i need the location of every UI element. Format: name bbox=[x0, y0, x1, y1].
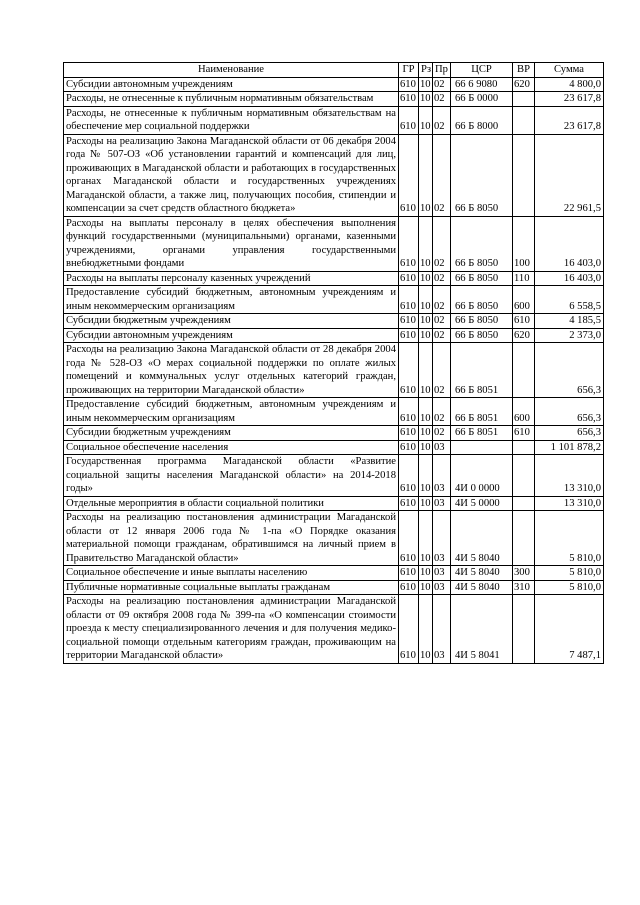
row-rz: 10 bbox=[420, 497, 431, 509]
row-rz: 10 bbox=[420, 315, 431, 326]
row-rz: 10 bbox=[419, 216, 433, 271]
row-pr: 02 bbox=[433, 398, 451, 426]
row-sum: 6 558,5 bbox=[535, 286, 604, 314]
row-rz: 10 bbox=[420, 93, 431, 104]
row-name: Расходы на реализацию Закона Магаданской области от 06 декабря 2004 года № 507-ОЗ «Об установлении гарантий и компенсаций для лиц, проживающих в Магаданской области и работающих в государственных органах Магаданской области и государственных учреждениях Магаданской области, а также лиц, получающих пособия, стипендии и компенсации за счет средств областного бюджета» bbox=[64, 134, 399, 216]
row-gr: 610 bbox=[399, 440, 419, 455]
table-row bbox=[64, 580, 604, 595]
header-sum: Сумма bbox=[535, 63, 604, 78]
row-pr: 03 bbox=[433, 455, 451, 497]
row-csr: 4И 5 8040 bbox=[451, 511, 513, 566]
table-row bbox=[64, 134, 604, 216]
row-name: Расходы, не отнесенные к публичным нормативным обязательствам на обеспечение мер социальной поддержки bbox=[64, 106, 399, 134]
row-rz: 10 bbox=[420, 272, 431, 284]
row-vr: 610 bbox=[513, 314, 535, 329]
header-csr: ЦСР bbox=[451, 63, 513, 78]
row-rz: 10 bbox=[419, 134, 433, 216]
row-gr: 610 bbox=[399, 455, 419, 497]
row-rz: 10 bbox=[419, 511, 433, 566]
row-gr: 610 bbox=[399, 286, 419, 314]
row-name: Предоставление субсидий бюджетным, автономным учреждениям и иным некоммерческим организациям bbox=[64, 398, 399, 426]
row-pr: 03 bbox=[433, 595, 451, 664]
row-gr: 610 bbox=[399, 343, 419, 398]
row-csr: 4И 5 0000 bbox=[451, 496, 513, 511]
header-pr: Пр bbox=[433, 63, 451, 78]
row-sum: 5 810,0 bbox=[535, 566, 604, 581]
row-rz: 10 bbox=[419, 343, 433, 398]
table-row bbox=[64, 328, 604, 343]
row-pr: 03 bbox=[433, 580, 451, 595]
row-name: Социальное обеспечение и иные выплаты населению bbox=[64, 566, 399, 581]
row-rz: 10 bbox=[420, 567, 431, 578]
row-name: Субсидии автономным учреждениям bbox=[64, 328, 399, 343]
row-csr: 66 Б 8050 bbox=[451, 286, 513, 314]
row-pr: 02 bbox=[433, 314, 451, 329]
row-sum: 7 487,1 bbox=[535, 595, 604, 664]
row-vr: 620 bbox=[513, 77, 535, 92]
row-name: Предоставление субсидий бюджетным, автономным учреждениям и иным некоммерческим организациям bbox=[64, 286, 399, 314]
table-body bbox=[64, 77, 604, 663]
row-vr bbox=[513, 511, 535, 566]
table-row bbox=[64, 271, 604, 286]
table-row bbox=[64, 106, 604, 134]
row-vr bbox=[513, 455, 535, 497]
row-sum: 5 810,0 bbox=[535, 580, 604, 595]
row-sum: 656,3 bbox=[535, 343, 604, 398]
table-row bbox=[64, 595, 604, 664]
table-row bbox=[64, 216, 604, 271]
table-row bbox=[64, 92, 604, 107]
row-pr: 02 bbox=[433, 271, 451, 286]
row-rz: 10 bbox=[419, 455, 433, 497]
row-gr: 610 bbox=[399, 271, 419, 286]
row-pr: 03 bbox=[433, 566, 451, 581]
row-pr: 02 bbox=[433, 426, 451, 441]
row-gr: 610 bbox=[399, 134, 419, 216]
row-rz: 10 bbox=[420, 329, 431, 341]
row-rz: 10 bbox=[419, 106, 433, 134]
header-vr: ВР bbox=[513, 63, 535, 78]
row-gr: 610 bbox=[399, 106, 419, 134]
row-sum: 13 310,0 bbox=[535, 496, 604, 511]
row-csr: 66 Б 8051 bbox=[451, 426, 513, 441]
row-name: Субсидии бюджетным учреждениям bbox=[64, 314, 399, 329]
row-vr bbox=[513, 106, 535, 134]
row-sum: 4 800,0 bbox=[535, 77, 604, 92]
row-rz: 10 bbox=[420, 427, 431, 438]
row-vr bbox=[513, 440, 535, 455]
row-pr: 02 bbox=[433, 216, 451, 271]
row-csr: 4И 5 8041 bbox=[451, 595, 513, 664]
table-row bbox=[64, 496, 604, 511]
row-name: Расходы на реализацию Закона Магаданской области от 28 декабря 2004 года № 528-ОЗ «О мерах социальной поддержки по оплате жилых помещений и коммунальных услуг отдельных категорий граждан, проживающих на территории Магаданской области» bbox=[64, 343, 399, 398]
row-pr: 03 bbox=[433, 496, 451, 511]
table-row bbox=[64, 440, 604, 455]
row-pr: 02 bbox=[433, 343, 451, 398]
row-csr: 66 Б 8051 bbox=[451, 398, 513, 426]
row-rz: 10 bbox=[419, 398, 433, 426]
row-csr: 66 Б 8050 bbox=[451, 216, 513, 271]
row-sum: 16 403,0 bbox=[535, 271, 604, 286]
table-row bbox=[64, 77, 604, 92]
budget-table bbox=[63, 62, 604, 664]
row-name: Расходы, не отнесенные к публичным нормативным обязательствам bbox=[64, 92, 399, 107]
row-gr: 610 bbox=[399, 566, 419, 581]
row-sum: 23 617,8 bbox=[535, 106, 604, 134]
row-vr bbox=[513, 92, 535, 107]
row-pr: 02 bbox=[433, 286, 451, 314]
table-row bbox=[64, 455, 604, 497]
row-name: Социальное обеспечение населения bbox=[64, 440, 399, 455]
row-sum: 2 373,0 bbox=[535, 328, 604, 343]
row-pr: 02 bbox=[433, 77, 451, 92]
row-csr: 66 Б 0000 bbox=[451, 92, 513, 107]
row-sum: 1 101 878,2 bbox=[535, 440, 604, 455]
row-vr: 110 bbox=[513, 271, 535, 286]
row-name: Публичные нормативные социальные выплаты гражданам bbox=[64, 580, 399, 595]
row-vr: 600 bbox=[513, 286, 535, 314]
row-pr: 02 bbox=[433, 328, 451, 343]
row-vr bbox=[513, 496, 535, 511]
table-header-row bbox=[64, 63, 604, 78]
row-rz: 10 bbox=[420, 441, 431, 453]
row-name: Расходы на выплаты персоналу в целях обеспечения выполнения функций государственными (муниципальными) органами, казенными учреждениями, органами управления государственными внебюджетными фондами bbox=[64, 216, 399, 271]
row-vr bbox=[513, 134, 535, 216]
header-rz: Рз bbox=[419, 63, 433, 78]
row-name: Расходы на реализацию постановления администрации Магаданской области от 12 января 2006 года № 1-па «О Порядке оказания материальной помощи гражданам, обратившимся на личный прием в Правительство Магаданской области» bbox=[64, 511, 399, 566]
table-row bbox=[64, 566, 604, 581]
row-sum: 656,3 bbox=[535, 426, 604, 441]
row-vr: 620 bbox=[513, 328, 535, 343]
row-csr: 66 Б 8050 bbox=[451, 328, 513, 343]
row-gr: 610 bbox=[399, 426, 419, 441]
row-vr: 600 bbox=[513, 398, 535, 426]
row-sum: 22 961,5 bbox=[535, 134, 604, 216]
table-row bbox=[64, 314, 604, 329]
row-gr: 610 bbox=[399, 216, 419, 271]
row-csr: 4И 5 8040 bbox=[451, 566, 513, 581]
row-sum: 5 810,0 bbox=[535, 511, 604, 566]
row-gr: 610 bbox=[399, 77, 419, 92]
row-rz: 10 bbox=[420, 581, 431, 593]
row-gr: 610 bbox=[399, 511, 419, 566]
row-gr: 610 bbox=[399, 580, 419, 595]
row-pr: 02 bbox=[433, 92, 451, 107]
row-vr: 300 bbox=[513, 566, 535, 581]
row-vr: 610 bbox=[513, 426, 535, 441]
table-row bbox=[64, 398, 604, 426]
row-csr: 4И 5 8040 bbox=[451, 580, 513, 595]
row-vr bbox=[513, 343, 535, 398]
row-name: Субсидии бюджетным учреждениям bbox=[64, 426, 399, 441]
row-csr: 4И 0 0000 bbox=[451, 455, 513, 497]
row-sum: 16 403,0 bbox=[535, 216, 604, 271]
row-name: Государственная программа Магаданской области «Развитие социальной защиты населения Магаданской области» на 2014-2018 годы» bbox=[64, 455, 399, 497]
table-row bbox=[64, 286, 604, 314]
row-name: Отдельные мероприятия в области социальной политики bbox=[64, 496, 399, 511]
row-gr: 610 bbox=[399, 314, 419, 329]
row-csr: 66 Б 8050 bbox=[451, 314, 513, 329]
row-gr: 610 bbox=[399, 496, 419, 511]
row-sum: 23 617,8 bbox=[535, 92, 604, 107]
row-sum: 13 310,0 bbox=[535, 455, 604, 497]
row-rz: 10 bbox=[419, 595, 433, 664]
row-csr: 66 6 9080 bbox=[451, 77, 513, 92]
header-name: Наименование bbox=[64, 63, 399, 78]
row-vr: 100 bbox=[513, 216, 535, 271]
row-rz: 10 bbox=[420, 78, 431, 90]
row-pr: 03 bbox=[433, 440, 451, 455]
row-vr: 310 bbox=[513, 580, 535, 595]
row-vr bbox=[513, 595, 535, 664]
row-pr: 03 bbox=[433, 511, 451, 566]
header-gr: ГР bbox=[399, 63, 419, 78]
row-gr: 610 bbox=[399, 595, 419, 664]
row-csr: 66 Б 8051 bbox=[451, 343, 513, 398]
table-row bbox=[64, 343, 604, 398]
row-csr: 66 Б 8050 bbox=[451, 134, 513, 216]
table-row bbox=[64, 426, 604, 441]
row-name: Расходы на выплаты персоналу казенных учреждений bbox=[64, 271, 399, 286]
row-gr: 610 bbox=[399, 328, 419, 343]
row-name: Субсидии автономным учреждениям bbox=[64, 77, 399, 92]
table-row bbox=[64, 511, 604, 566]
row-csr: 66 Б 8000 bbox=[451, 106, 513, 134]
row-pr: 02 bbox=[433, 134, 451, 216]
row-rz: 10 bbox=[419, 286, 433, 314]
row-csr bbox=[451, 440, 513, 455]
row-sum: 4 185,5 bbox=[535, 314, 604, 329]
row-pr: 02 bbox=[433, 106, 451, 134]
row-name: Расходы на реализацию постановления администрации Магаданской области от 09 октября 2008 года № 399-па «О компенсации стоимости проезда к месту специализированного лечения и для получения медико-социальной помощи отдельным категориям граждан, проживающим на территории Магаданской области» bbox=[64, 595, 399, 664]
row-sum: 656,3 bbox=[535, 398, 604, 426]
row-gr: 610 bbox=[399, 398, 419, 426]
row-gr: 610 bbox=[399, 92, 419, 107]
row-csr: 66 Б 8050 bbox=[451, 271, 513, 286]
